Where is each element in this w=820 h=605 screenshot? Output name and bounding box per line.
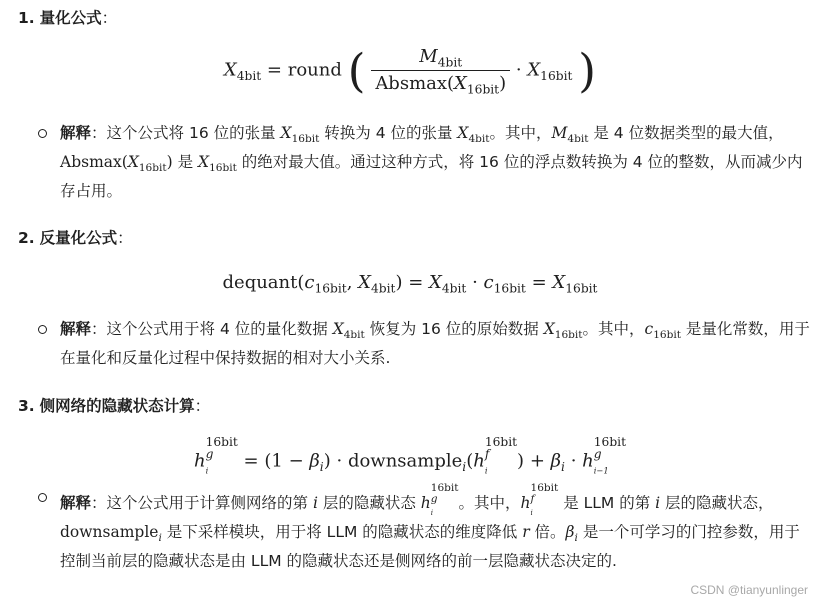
explanation-text: 层的隐藏状态， xyxy=(660,494,774,513)
inline-var: h xyxy=(520,494,531,513)
inline-sub: 4bit xyxy=(567,133,589,146)
formula-op: , xyxy=(346,272,359,293)
inline-sub: i xyxy=(574,532,578,545)
formula-func: downsample xyxy=(347,450,463,472)
formula-var: h xyxy=(582,450,594,472)
big-paren-open: ( xyxy=(347,43,366,98)
inline-var: X xyxy=(332,320,344,338)
formula-dequantization xyxy=(0,272,820,296)
section-2-explanation xyxy=(38,315,813,373)
explanation-text: 的绝对最大值。通过这种方式，将 16 位的浮点数转换为 4 位的整数，从而减少内存占用。 xyxy=(60,153,803,200)
section-1-colon: ： xyxy=(101,9,118,27)
inline-var: X xyxy=(280,124,292,142)
fraction-numerator xyxy=(371,44,510,71)
explanation-text: 是量化常数，用于在量化和反量化过程中保持数据的相对大小关系. xyxy=(60,320,810,367)
section-3-number: 3. xyxy=(18,397,35,415)
explanation-label: 解释 xyxy=(60,124,92,142)
inline-func: downsample xyxy=(60,523,159,542)
formula-paren: ) xyxy=(323,450,331,472)
bullet-circle-icon xyxy=(38,493,47,502)
formula-sub: i xyxy=(561,460,565,475)
formula-var: X xyxy=(552,272,566,293)
inline-var: h xyxy=(420,494,431,513)
formula-sub: i xyxy=(462,460,467,475)
explanation-label: 解释 xyxy=(60,320,92,338)
inline-var: M xyxy=(551,124,568,142)
formula-sub: 4bit xyxy=(437,55,463,70)
inline-var: β xyxy=(565,523,575,542)
section-3-heading xyxy=(18,395,210,417)
inline-script xyxy=(430,482,459,518)
formula-var: β xyxy=(550,450,562,472)
inline-var: X xyxy=(457,124,469,142)
section-2-heading xyxy=(18,227,133,249)
formula-var: h xyxy=(193,450,206,472)
section-1-title: 量化公式 xyxy=(39,9,102,27)
formula-sub: 16bit xyxy=(314,281,347,296)
inline-sub: 16bit xyxy=(291,133,320,146)
explanation-colon: ： xyxy=(91,320,107,338)
formula-func: dequant( xyxy=(222,272,305,293)
explanation-text: 。其中， xyxy=(458,494,521,513)
formula-sup: 16bit xyxy=(205,435,238,449)
formula-var: X xyxy=(454,73,467,94)
explanation-text: 这个公式用于将 4 位的量化数据 xyxy=(106,320,333,338)
explanation-colon: ： xyxy=(91,124,107,142)
formula-var: M xyxy=(419,46,438,67)
formula-subsub: i−1 xyxy=(593,465,609,476)
formula-sup: 16bit xyxy=(484,435,518,449)
formula-paren: ) xyxy=(517,450,525,472)
csdn-watermark: CSDN @tianyunlinger xyxy=(690,583,808,597)
formula-quantization xyxy=(0,44,820,97)
section-2-colon: ： xyxy=(117,229,133,247)
inline-var: X xyxy=(127,153,139,171)
inline-var: r xyxy=(522,523,530,542)
explanation-text: 这个公式将 16 位的张量 xyxy=(106,124,281,142)
formula-var: h xyxy=(473,450,485,472)
formula-sub: 16bit xyxy=(540,69,573,84)
formula-sub: f xyxy=(484,447,490,462)
formula-subsub: i xyxy=(205,465,209,476)
inline-var: X xyxy=(543,320,555,338)
inline-sub: f xyxy=(530,492,535,505)
explanation-text: 是一个可学习的门控参数，用于控制当前层的隐藏状态是由 LLM 的隐藏状态还是侧网络的前一层隐藏状态决定的. xyxy=(60,523,800,571)
inline-var: i xyxy=(655,494,661,513)
formula-sub: 4bit xyxy=(441,281,467,296)
formula-op: · xyxy=(515,59,522,81)
formula-var: β xyxy=(309,450,320,472)
formula-sub: i xyxy=(319,460,324,475)
formula-fraction xyxy=(371,44,510,97)
inline-var: X xyxy=(198,153,210,171)
formula-sub: g xyxy=(205,447,214,462)
inline-sup: 16bit xyxy=(530,482,559,494)
formula-func: Absmax( xyxy=(375,73,455,94)
formula-var: X xyxy=(358,272,371,293)
explanation-text: 。其中， xyxy=(489,124,552,142)
explanation-text: 这个公式用于计算侧网络的第 xyxy=(106,494,313,513)
explanation-label: 解释 xyxy=(60,494,92,513)
formula-var: c xyxy=(304,272,315,293)
inline-sup: 16bit xyxy=(430,482,459,494)
formula-subsub: i xyxy=(484,465,488,476)
formula-paren: ) xyxy=(395,272,403,293)
formula-script xyxy=(484,435,518,476)
inline-var: c xyxy=(644,320,654,338)
formula-paren: ( xyxy=(466,450,474,472)
inline-sub: 16bit xyxy=(138,162,167,175)
formula-func: round xyxy=(287,59,342,81)
inline-func: Absmax( xyxy=(60,153,128,171)
explanation-text: 转换为 4 位的张量 xyxy=(319,124,458,142)
section-1-heading xyxy=(18,7,117,29)
formula-paren: ) xyxy=(499,73,507,94)
formula-op: · xyxy=(570,450,577,472)
formula-paren: (1 − xyxy=(264,450,310,472)
fraction-denominator xyxy=(371,71,510,97)
formula-op: + xyxy=(529,450,545,472)
formula-op: = xyxy=(243,450,259,472)
explanation-text: 是下采样模块，用于将 LLM 的隐藏状态的维度降低 xyxy=(161,523,523,542)
section-3-title: 侧网络的隐藏状态计算 xyxy=(39,397,195,415)
explanation-text: 是 xyxy=(172,153,199,171)
section-3-colon: ： xyxy=(194,397,211,415)
inline-sub: 4bit xyxy=(468,133,490,146)
formula-sub: 4bit xyxy=(236,69,262,84)
section-1-explanation xyxy=(38,119,813,206)
inline-sub: 4bit xyxy=(343,329,365,342)
formula-op: = xyxy=(531,272,547,293)
explanation-text: 恢复为 16 位的原始数据 xyxy=(364,320,544,338)
section-3-explanation xyxy=(38,483,813,576)
formula-op: = xyxy=(266,59,282,81)
formula-sub: 4bit xyxy=(371,281,396,296)
formula-var: X xyxy=(429,272,442,293)
inline-sub: 16bit xyxy=(653,329,681,342)
explanation-text: 是 LLM 的第 xyxy=(558,494,656,513)
explanation-text: 层的隐藏状态 xyxy=(317,494,421,513)
section-1-number: 1. xyxy=(18,9,35,27)
inline-script xyxy=(530,482,559,518)
inline-var: i xyxy=(312,494,318,513)
section-2-title: 反量化公式 xyxy=(39,229,118,247)
formula-var: X xyxy=(527,59,541,81)
formula-side-network xyxy=(0,435,820,476)
inline-sub: g xyxy=(430,492,438,505)
inline-sub: i xyxy=(158,532,162,545)
section-2-number: 2. xyxy=(18,229,35,247)
inline-subsub: i xyxy=(430,508,434,518)
formula-script xyxy=(205,435,238,476)
bullet-circle-icon xyxy=(38,129,47,138)
formula-sub: 16bit xyxy=(466,82,500,97)
explanation-text: 。其中， xyxy=(582,320,645,338)
formula-op: = xyxy=(408,272,424,293)
formula-script xyxy=(593,435,626,476)
formula-sup: 16bit xyxy=(593,435,626,449)
inline-sub: 16bit xyxy=(209,162,237,175)
formula-sub: 16bit xyxy=(565,281,598,296)
explanation-text: 是 4 位数据类型的最大值， xyxy=(588,124,784,142)
formula-sub: 16bit xyxy=(493,281,526,296)
bullet-circle-icon xyxy=(38,325,47,334)
big-paren-close: ) xyxy=(578,43,597,98)
inline-func: ) xyxy=(166,153,173,171)
formula-op: · xyxy=(336,450,343,472)
formula-op: · xyxy=(472,272,478,293)
inline-subsub: i xyxy=(530,508,533,518)
formula-sub: g xyxy=(593,447,602,462)
explanation-text: 倍。 xyxy=(529,523,566,542)
inline-sub: 16bit xyxy=(554,329,583,342)
formula-var: c xyxy=(483,272,494,293)
formula-var: X xyxy=(223,59,237,81)
explanation-colon: ： xyxy=(91,494,107,513)
